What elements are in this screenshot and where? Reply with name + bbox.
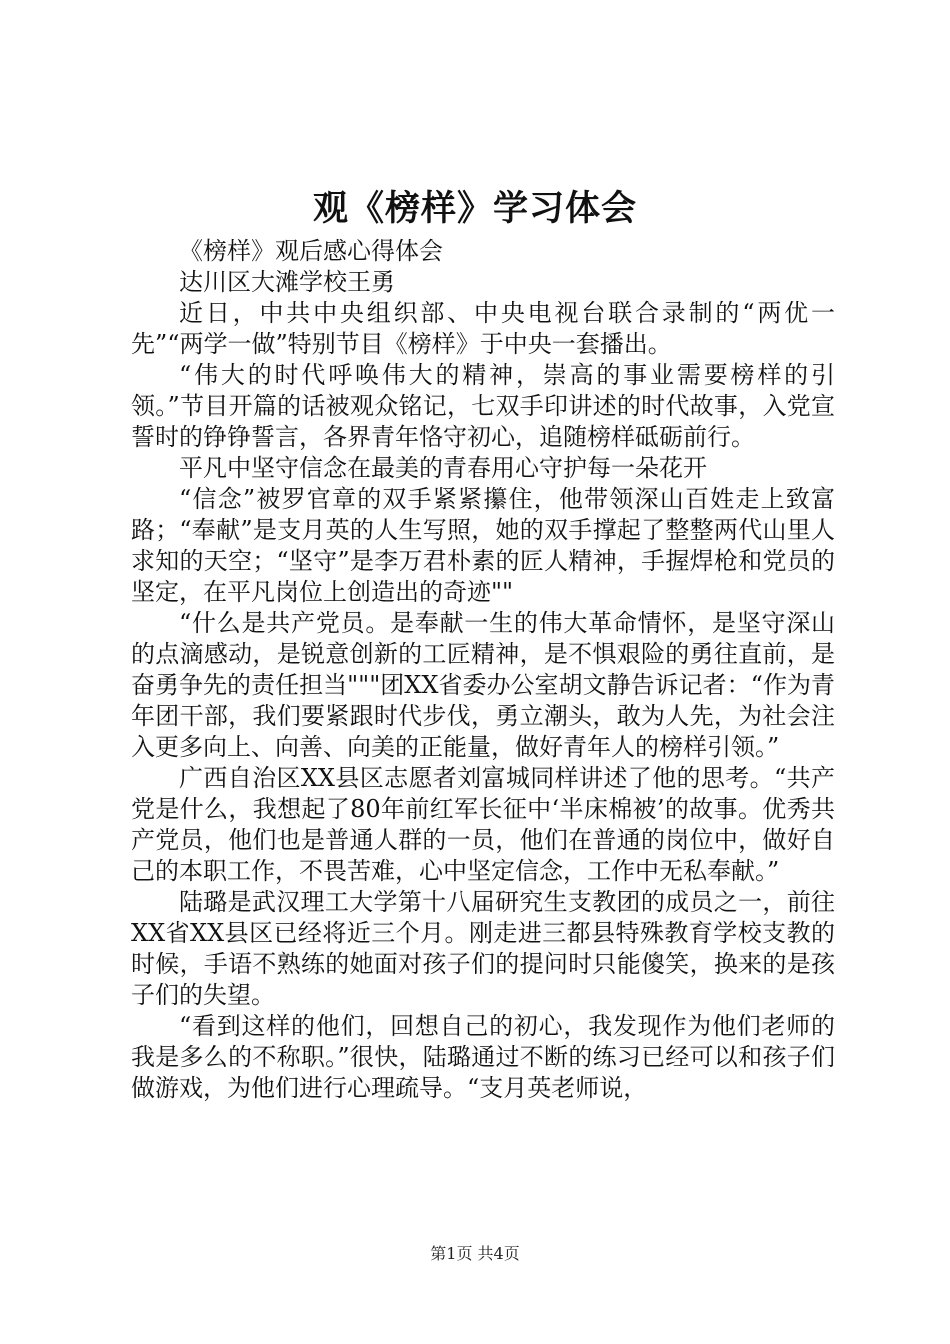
paragraph-subtitle: 《榜样》观后感心得体会 [179, 237, 443, 265]
paragraph: 陆璐是武汉理工大学第十八届研究生支教团的成员之一，前往XX省XX县区已经将近三个月。刚走进三都县特殊教育学校支教的时候，手语不熟练的她面对孩子们的提问时只能傻笑，换来的是孩子们的失望。 [131, 888, 835, 1009]
document-body [131, 236, 835, 1104]
paragraph: 近日，中共中央组织部、中央电视台联合录制的“两优一先”“两学一做”特别节目《榜样》于中央一套播出。 [131, 299, 835, 358]
paragraph-heading: 平凡中坚守信念在最美的青春用心守护每一朵花开 [179, 454, 707, 482]
paragraph: “伟大的时代呼唤伟大的精神，崇高的事业需要榜样的引领。”节目开篇的话被观众铭记，七双手印讲述的时代故事，入党宣誓时的铮铮誓言，各界青年恪守初心，追随榜样砥砺前行。 [131, 361, 835, 451]
paragraph: “信念”被罗官章的双手紧紧攥住，他带领深山百姓走上致富路；“奉献”是支月英的人生写照，她的双手撑起了整整两代山里人求知的天空；“坚守”是李万君朴素的匠人精神，手握焊枪和党员的坚定，在平凡岗位上创造出的奇迹"" [131, 485, 835, 606]
paragraph-author: 达川区大滩学校王勇 [179, 268, 395, 296]
page-footer: 第1页 共4页 [430, 1244, 520, 1263]
document-title: 观《榜样》学习体会 [312, 188, 637, 229]
paragraph: “看到这样的他们，回想自己的初心，我发现作为他们老师的我是多么的不称职。”很快，陆璐通过不断的练习已经可以和孩子们做游戏，为他们进行心理疏导。“支月英老师说， [131, 1012, 835, 1102]
paragraph: “什么是共产党员。是奉献一生的伟大革命情怀，是坚守深山的点滴感动，是锐意创新的工匠精神，是不惧艰险的勇往直前，是奋勇争先的责任担当"""团XX省委办公室胡文静告诉记者：“作为青年团干部，我们要紧跟时代步伐，勇立潮头，敢为人先，为社会注入更多向上、向善、向美的正能量，做好青年人的榜样引领。” [131, 609, 835, 761]
paragraph: 广西自治区XX县区志愿者刘富城同样讲述了他的思考。“共产党是什么，我想起了80年前红军长征中‘半床棉被’的故事。优秀共产党员，他们也是普通人群的一员，他们在普通的岗位中，做好自己的本职工作，不畏苦难，心中坚定信念，工作中无私奉献。” [131, 764, 835, 885]
